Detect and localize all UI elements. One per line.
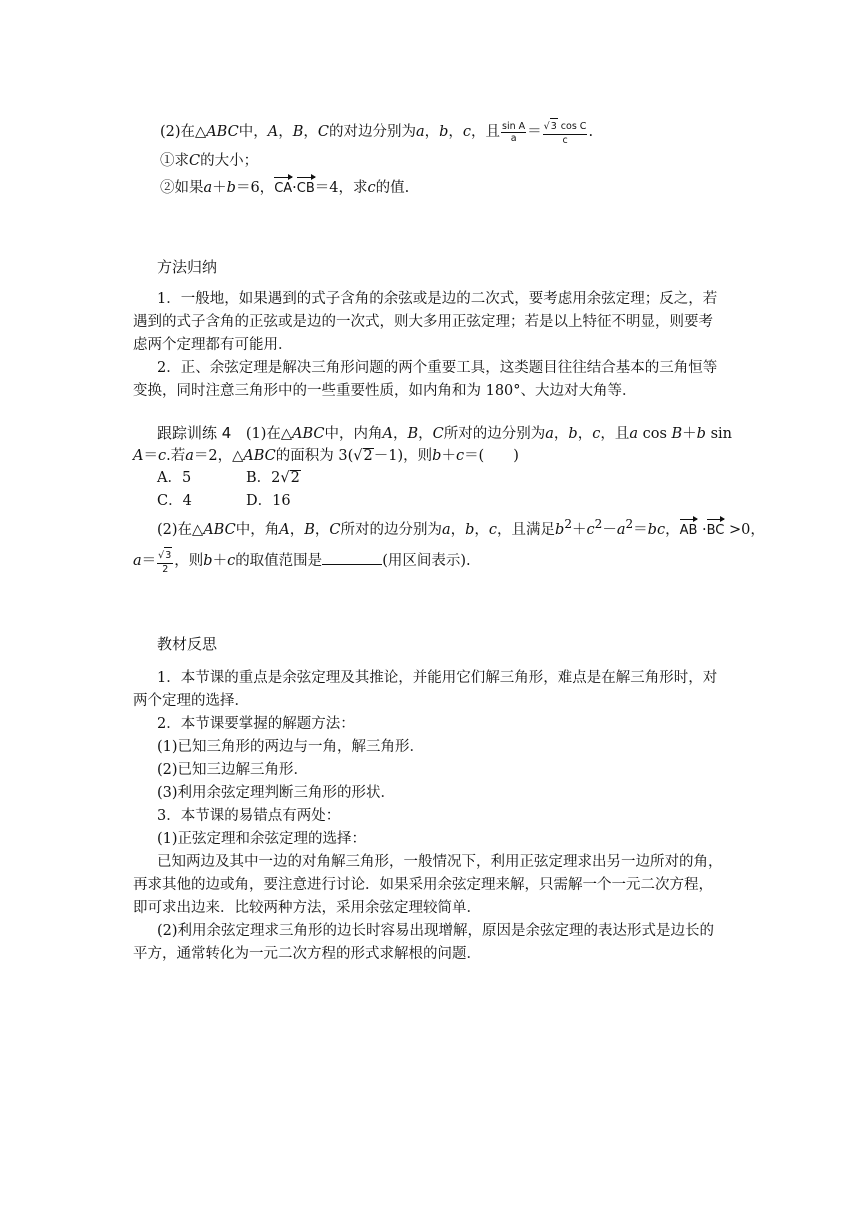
option-D: D．16 [246,493,291,509]
training-4-part-2-line-2: a＝ $\frac{√3}{2}$ ，则b＋c的取值范围是 (用区间表示). [133,547,471,575]
reflection-line-11: 即可求出边来．比较两种方法，采用余弦定理较简单． [133,900,481,916]
reflection-line-3: 2．本节课要掌握的解题方法： [157,716,355,732]
reflection-line-7: 3．本节课的易错点有两处： [157,808,341,824]
training-4-label: 跟踪训练 4 [157,424,232,442]
method-paragraph-1-line-1: 1．一般地，如果遇到的式子含角的余弦或是边的二次式，要考虑用余弦定理；反之，若 [157,291,718,307]
problem-2-question-2: ②如果a＋b＝6，CA·CB＝4，求c的值. [160,178,409,199]
method-paragraph-1-line-3: 虑两个定理都有可能用． [133,337,293,353]
option-A: A．5 [157,470,192,486]
vector-CA: CA [274,179,292,199]
vector-CB: CB [297,179,315,199]
reflection-line-13: 平方，通常转化为一元二次方程的形式求解根的问题． [133,946,481,962]
reflection-line-4: (1)已知三角形的两边与一角，解三角形． [157,739,425,755]
problem-2-question-1: ①求C的大小； [160,153,259,169]
answer-blank [322,550,382,565]
vector-AB: AB [680,521,698,541]
method-summary-heading: 方法归纳 [157,258,218,276]
option-C: C．4 [157,493,192,509]
reflection-line-5: (2)已知三边解三角形． [157,762,309,778]
problem-2-statement: (2)在△ABC中，A，B，C的对边分别为a，b，c，且 $\frac{\text{sin A}}{a}$ ＝ $\frac{\text{√3 cos C}}{c}$ . [160,118,593,146]
vector-BC: BC [707,521,725,541]
reflection-line-9: 已知两边及其中一边的对角解三角形，一般情况下，利用正弦定理求出另一边所对的角， [157,854,723,870]
reflection-line-10: 再求其他的边或角，要注意进行讨论．如果采用余弦定理来解，只需解一个一元二次方程， [133,877,713,893]
method-paragraph-2-line-2: 变换，同时注意三角形中的一些重要性质，如内角和为 180°、大边对大角等． [133,383,637,399]
reflection-line-6: (3)利用余弦定理判断三角形的形状． [157,785,396,801]
fraction-sqrt3-over-2: $\frac{√3}{2}$ [157,547,173,575]
option-B: B．2√2 [246,470,300,486]
training-4-line-2: A＝c.若a＝2，△ABC的面积为 3(√2－1)，则b＋c＝( ) [133,448,519,464]
reflection-line-12: (2)利用余弦定理求三角形的边长时容易出现增解，原因是余弦定理的表达形式是边长的 [157,923,715,939]
method-paragraph-2-line-1: 2．正、余弦定理是解决三角形问题的两个重要工具，这类题目往往结合基本的三角恒等 [157,360,718,376]
method-paragraph-1-line-2: 遇到的式子含角的正弦或是边的一次式，则大多用正弦定理；若是以上特征不明显，则要考 [133,314,713,330]
reflection-line-8: (1)正弦定理和余弦定理的选择： [157,831,367,847]
training-4-part-2-line-1: (2)在△ABC中，角A，B，C所对的边分别为a，b，c，且满足$b^2+c^2-a^2=bc$，AB ·BC >0， [157,514,765,541]
training-4-line-1: 跟踪训练 4 (1)在△ABC中，内角A，B，C所对的边分别为a，b，c，且a cos B＋b sin [157,424,732,442]
reflection-line-2: 两个定理的选择． [133,693,249,709]
fraction-sinA-over-a: $\frac{\text{sin A}}{a}$ [502,120,526,144]
reflection-heading: 教材反思 [157,635,218,653]
reflection-line-1: 1．本节课的重点是余弦定理及其推论，并能用它们解三角形，难点是在解三角形时，对 [157,670,718,686]
fraction-sqrt3cosC-over-c: $\frac{\text{√3 cos C}}{c}$ [543,118,588,146]
